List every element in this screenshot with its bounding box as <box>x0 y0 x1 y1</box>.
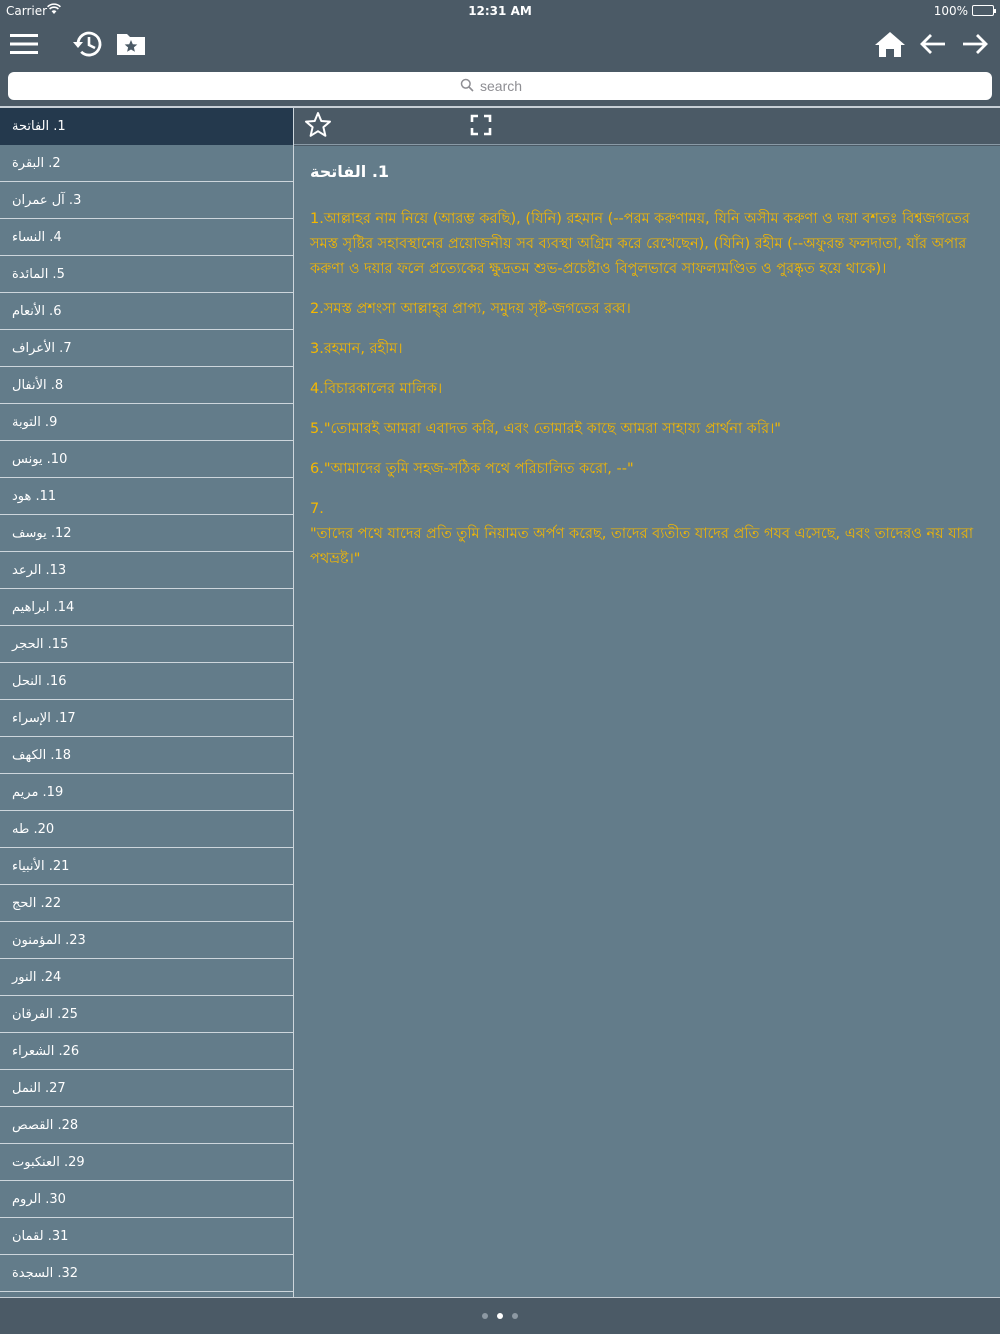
verse-text: 6."আমাদের তুমি সহজ-সঠিক পথে পরিচালিত করো, --" <box>310 461 634 477</box>
sidebar-item-label: 32. السجدة <box>12 1265 79 1281</box>
main-toolbar <box>0 22 1000 66</box>
back-button[interactable] <box>916 22 950 66</box>
sidebar-item-label: 26. الشعراء <box>12 1043 80 1059</box>
home-button[interactable] <box>872 22 908 66</box>
verse-text: 2.সমস্ত প্রশংসা আল্লাহ্‌র প্রাপ্য, সমুদয় সৃষ্ট-জগতের রব্ব। <box>310 301 631 317</box>
sidebar-item[interactable] <box>0 663 293 700</box>
sidebar-item[interactable] <box>0 1181 293 1218</box>
page-dot[interactable] <box>497 1313 503 1319</box>
sidebar-item-label: 10. يونس <box>12 451 68 467</box>
surah-list[interactable] <box>0 108 293 1297</box>
content-toolbar <box>294 108 1000 145</box>
sidebar-item[interactable] <box>0 1107 293 1144</box>
sidebar-item-label: 24. النور <box>12 969 62 985</box>
sidebar-item-label: 25. الفرقان <box>12 1006 78 1022</box>
sidebar-item[interactable] <box>0 811 293 848</box>
sidebar-item[interactable] <box>0 1070 293 1107</box>
sidebar-item-label: 8. الأنفال <box>12 377 64 393</box>
sidebar-item[interactable] <box>0 515 293 552</box>
bookmark-folder-icon <box>115 31 147 57</box>
page-dot[interactable] <box>512 1313 518 1319</box>
sidebar-item-label: 30. الروم <box>12 1191 66 1207</box>
sidebar-item-label: 3. آل عمران <box>12 192 82 208</box>
sidebar-item[interactable] <box>0 737 293 774</box>
carrier-label: Carrier <box>6 4 48 18</box>
sidebar-item[interactable] <box>0 367 293 404</box>
sidebar-item[interactable] <box>0 1255 293 1292</box>
verse-text: 7. "তাদের পথে যাদের প্রতি তুমি নিয়ামত অর্পণ করেছ, তাদের ব্যতীত যাদের প্রতি গযব এসেছে, এবং তাদেরও নয় যারা পথভ্রষ্ট।" <box>310 501 974 567</box>
sidebar-item[interactable] <box>0 589 293 626</box>
status-bar <box>0 0 1000 22</box>
fullscreen-button[interactable] <box>464 108 498 145</box>
sidebar-item-label: 27. النمل <box>12 1080 66 1096</box>
sidebar-item-label: 20. طه <box>12 821 55 837</box>
verse-text: 4.বিচারকালের মালিক। <box>310 381 443 397</box>
sidebar-item-label: 6. الأنعام <box>12 303 62 319</box>
surah-title: 1. الفاتحة <box>310 162 390 181</box>
sidebar-item-label: 5. المائدة <box>12 266 65 282</box>
sidebar-item-label: 29. العنكبوت <box>12 1154 85 1170</box>
sidebar-item[interactable] <box>0 552 293 589</box>
sidebar-item-label: 22. الحج <box>12 895 62 911</box>
star-icon <box>304 111 332 142</box>
battery-percent: 100% <box>933 4 968 18</box>
sidebar-item[interactable] <box>0 182 293 219</box>
menu-icon <box>9 33 39 55</box>
sidebar-item-label: 19. مريم <box>12 784 64 800</box>
forward-arrow-icon <box>961 32 989 56</box>
sidebar-item[interactable] <box>0 256 293 293</box>
sidebar-item[interactable] <box>0 478 293 515</box>
surah-content <box>294 146 1000 1297</box>
home-icon <box>874 30 906 58</box>
sidebar-item-label: 23. المؤمنون <box>12 932 86 948</box>
verse-text: 5."তোমারই আমরা এবাদত করি, এবং তোমারই কাছে আমরা সাহায্য প্রার্থনা করি।" <box>310 421 781 437</box>
sidebar-item-label: 21. الأنبياء <box>12 858 70 874</box>
sidebar-item-label: 2. البقرة <box>12 155 61 171</box>
sidebar-item[interactable] <box>0 1144 293 1181</box>
sidebar-item[interactable] <box>0 996 293 1033</box>
sidebar-item-label: 7. الأعراف <box>12 340 72 356</box>
sidebar-item[interactable] <box>0 293 293 330</box>
sidebar-item-label: 12. يوسف <box>12 525 72 541</box>
sidebar-item-label: 13. الرعد <box>12 562 67 578</box>
sidebar-item[interactable] <box>0 626 293 663</box>
search-icon <box>460 77 474 96</box>
sidebar-item[interactable] <box>0 1218 293 1255</box>
verse-text: 1.আল্লাহর নাম নিয়ে (আরম্ভ করছি), (যিনি) রহমান (--পরম করুণাময়, যিনি অসীম করুণা ও দয়া বশতঃ বিশ্বজগতের সমস্ত সৃষ্টির সহাবস্থানের প্রয়োজনীয় সব ব্যবস্থা অগ্রিম করে রেখেছেন), (যিনি) রহীম (--অফুরন্ত ফলদাতা, যাঁর অপার করুণা ও দয়ার ফলে প্রত্যেকের ক্ষুদ্রতম শুভ-প্রচেষ্টাও বিপুলভাবে সাফল্যমণ্ডিত ও পুরষ্কৃত হয়ে থাকে)। <box>310 211 970 277</box>
sidebar-item-label: 31. لقمان <box>12 1228 69 1244</box>
sidebar-item[interactable] <box>0 145 293 182</box>
search-bar[interactable] <box>8 72 992 100</box>
bookmarks-button[interactable] <box>114 22 148 66</box>
sidebar-item[interactable] <box>0 441 293 478</box>
favorite-button[interactable] <box>300 108 336 145</box>
sidebar-item[interactable] <box>0 885 293 922</box>
verse-text: 3.রহমান, রহীম। <box>310 341 403 357</box>
sidebar-item[interactable] <box>0 219 293 256</box>
history-button[interactable] <box>70 22 106 66</box>
sidebar-item-label: 17. الإسراء <box>12 710 76 726</box>
sidebar-item-label: 11. هود <box>12 488 57 504</box>
menu-button[interactable] <box>6 22 42 66</box>
page-indicator <box>0 1298 1000 1334</box>
search-input[interactable] <box>480 78 540 94</box>
sidebar-item[interactable] <box>0 1033 293 1070</box>
sidebar-item[interactable] <box>0 922 293 959</box>
sidebar-item-label: 18. الكهف <box>12 747 72 763</box>
sidebar-item-label: 28. القصص <box>12 1117 79 1133</box>
forward-button[interactable] <box>958 22 992 66</box>
sidebar-item[interactable] <box>0 108 293 145</box>
fullscreen-icon <box>470 114 492 140</box>
back-arrow-icon <box>919 32 947 56</box>
sidebar-item-label: 1. الفاتحة <box>12 118 66 134</box>
sidebar-item-label: 15. الحجر <box>12 636 69 652</box>
verse-list <box>310 207 986 572</box>
battery-icon <box>972 5 994 16</box>
page-dot[interactable] <box>482 1313 488 1319</box>
sidebar-item-label: 4. النساء <box>12 229 62 245</box>
sidebar-item[interactable] <box>0 700 293 737</box>
sidebar-item[interactable] <box>0 330 293 367</box>
sidebar-item-label: 9. التوبة <box>12 414 58 430</box>
history-icon <box>71 29 105 59</box>
sidebar-item-label: 16. النحل <box>12 673 67 689</box>
sidebar-item-label: 14. ابراهيم <box>12 599 75 615</box>
sidebar-item[interactable] <box>0 848 293 885</box>
sidebar-item[interactable] <box>0 774 293 811</box>
sidebar-item[interactable] <box>0 404 293 441</box>
status-time: 12:31 AM <box>468 4 532 18</box>
sidebar-item[interactable] <box>0 959 293 996</box>
